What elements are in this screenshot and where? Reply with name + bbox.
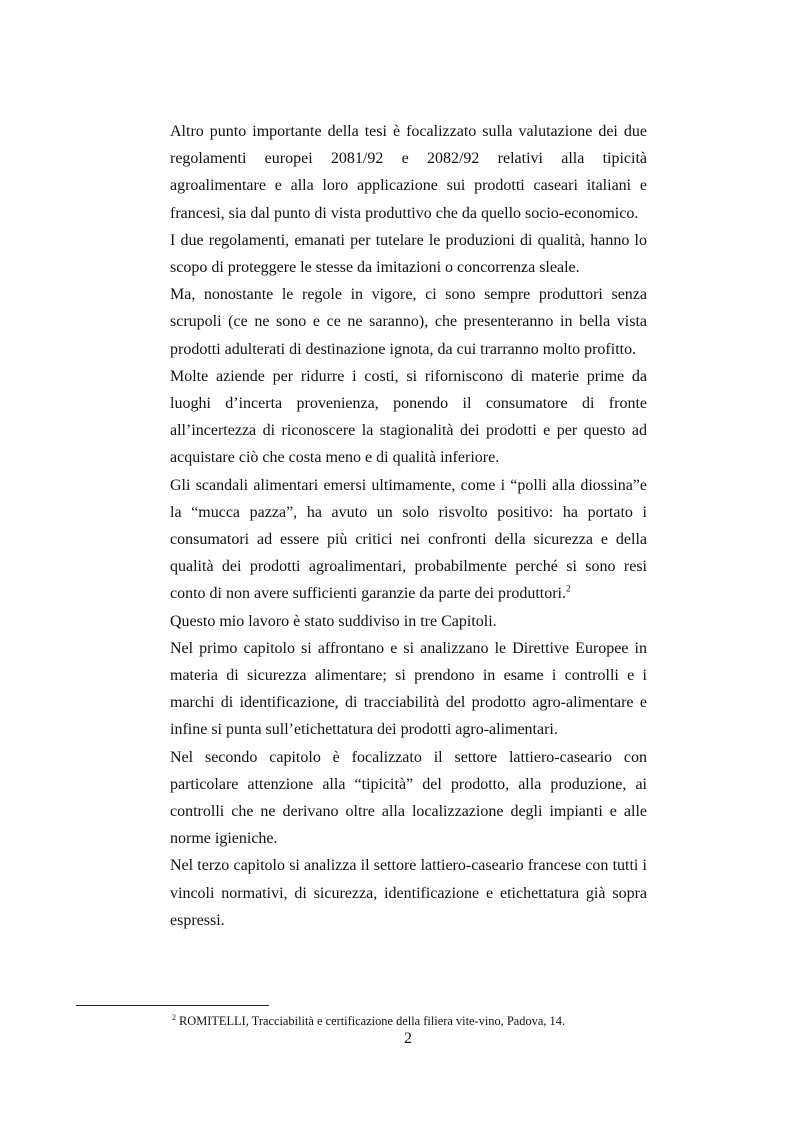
body-text: [170, 118, 647, 934]
paragraph-3: Ma, nonostante le regole in vigore, ci sono sempre produttori senza scrupoli (ce ne sono e ce ne saranno), che presenteranno in bella vista prodotti adulterati di destinazione ignota, da cui trarranno molto profitto.: [170, 286, 647, 358]
paragraph-5: [170, 472, 647, 608]
footnote-divider: [76, 1005, 269, 1006]
paragraph-9: Nel terzo capitolo si analizza il settore lattiero-caseario francese con tutti i vincoli normativi, di sicurezza, identificazione e etichettatura già sopra espressi.: [170, 857, 647, 929]
paragraph-7: Nel primo capitolo si affrontano e si analizzano le Direttive Europee in materia di sicurezza alimentare; si prendono in esame i controlli e i marchi di identificazione, di tracciabilità del prodotto agro-alimentare e infine si punta sull’etichettatura dei prodotti agro-alimentari.: [170, 639, 647, 739]
paragraph-6: Questo mio lavoro è stato suddiviso in tre Capitoli.: [170, 612, 497, 630]
paragraph-8: Nel secondo capitolo è focalizzato il settore lattiero-caseario con particolare attenzione alla “tipicità” del prodotto, alla produzione, ai controlli che ne derivano oltre alla localizzazione degli impianti e alle norme igieniche.: [170, 748, 647, 848]
paragraph-5-text: Gli scandali alimentari emersi ultimamente, come i “polli alla diossina”e la “mucca pazza”, ha avuto un solo risvolto positivo: ha portato i consumatori ad essere più critici nei confronti della sicurezza e della qualità dei prodotti agroalimentari, probabilmente perché si sono resi conto di non avere sufficienti garanzie da parte dei produttori.: [170, 476, 647, 603]
page-number: 2: [404, 1030, 412, 1047]
paragraph-4: Molte aziende per ridurre i costi, si riforniscono di materie prime da luoghi d’incerta provenienza, ponendo il consumatore di fronte all’incertezza di riconoscere la stagionalità dei prodotti e per questo ad acquistare ciò che costa meno e di qualità inferiore.: [170, 367, 647, 467]
paragraph-2: I due regolamenti, emanati per tutelare le produzioni di qualità, hanno lo scopo di proteggere le stesse da imitazioni o concorrenza sleale.: [170, 231, 647, 277]
footnote-reference[interactable]: 2: [566, 584, 571, 595]
paragraph-1: Altro punto importante della tesi è focalizzato sulla valutazione dei due regolamenti europei 2081/92 e 2082/92 relativi alla tipicità agroalimentare e alla loro applicazione sui prodotti caseari italiani e francesi, sia dal punto di vista produttivo che da quello socio-economico.: [170, 123, 647, 222]
footnote: [172, 1014, 565, 1029]
footnote-text: ROMITELLI, Tracciabilità e certificazione della filiera vite-vino, Padova, 14.: [179, 1014, 566, 1028]
footnote-number: 2: [172, 1012, 176, 1022]
